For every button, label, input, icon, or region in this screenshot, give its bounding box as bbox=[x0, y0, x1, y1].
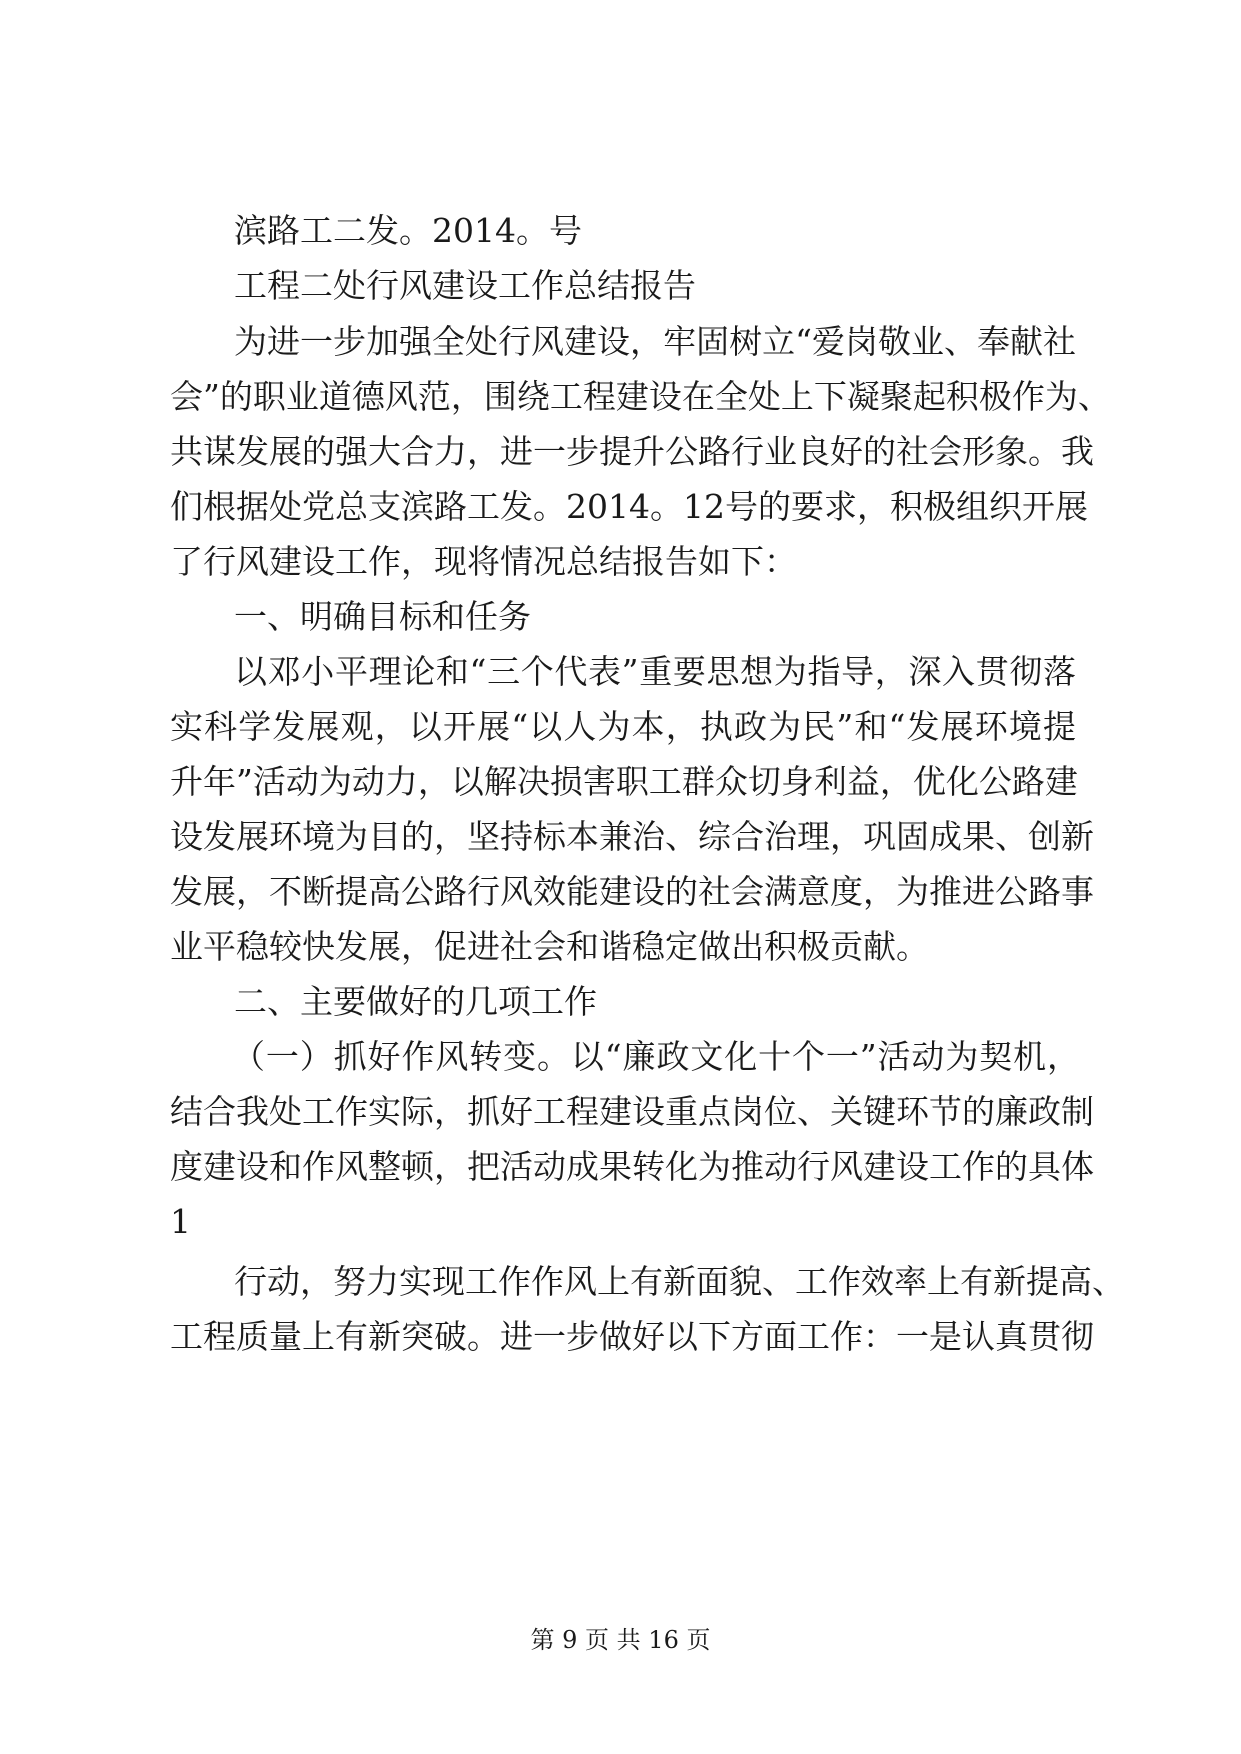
paragraph-line: （一）抓好作风转变。以“廉政文化十个一”活动为契机， bbox=[232, 1037, 1080, 1076]
document-number: 滨路工二发。2014。号 bbox=[234, 211, 582, 250]
paragraph-line: 共谋发展的强大合力，进一步提升公路行业良好的社会形象。我 bbox=[170, 432, 1094, 471]
paragraph-line: 会”的职业道德风范，围绕工程建设在全处上下凝聚起积极作为、 bbox=[170, 377, 1111, 416]
paragraph-line: 为进一步加强全处行风建设，牢固树立“爱岗敬业、奉献社 bbox=[234, 322, 1076, 361]
page-number-inline: 1 bbox=[170, 1202, 191, 1241]
paragraph-line: 升年”活动为动力，以解决损害职工群众切身利益，优化公路建 bbox=[170, 762, 1078, 801]
paragraph-line: 工程质量上有新突破。进一步做好以下方面工作：一是认真贯彻 bbox=[170, 1317, 1094, 1356]
paragraph-line: 结合我处工作实际，抓好工程建设重点岗位、关键环节的廉政制 bbox=[170, 1092, 1094, 1131]
paragraph-line: 度建设和作风整顿，把活动成果转化为推动行风建设工作的具体 bbox=[170, 1147, 1094, 1186]
section-heading: 二、主要做好的几项工作 bbox=[234, 982, 597, 1021]
paragraph-line: 了行风建设工作，现将情况总结报告如下： bbox=[170, 542, 797, 581]
paragraph-line: 行动，努力实现工作作风上有新面貌、工作效率上有新提高、 bbox=[234, 1262, 1125, 1301]
paragraph-line: 们根据处党总支滨路工发。2014。12号的要求，积极组织开展 bbox=[170, 487, 1088, 526]
document-title: 工程二处行风建设工作总结报告 bbox=[234, 266, 696, 305]
page-footer: 第 9 页 共 16 页 bbox=[530, 1626, 711, 1654]
section-heading: 一、明确目标和任务 bbox=[234, 597, 531, 636]
paragraph-line: 业平稳较快发展，促进社会和谐稳定做出积极贡献。 bbox=[170, 927, 929, 966]
paragraph-line: 实科学发展观，以开展“以人为本，执政为民”和“发展环境提 bbox=[170, 707, 1076, 746]
paragraph-line: 以邓小平理论和“三个代表”重要思想为指导，深入贯彻落 bbox=[234, 652, 1076, 691]
paragraph-line: 设发展环境为目的，坚持标本兼治、综合治理，巩固成果、创新 bbox=[170, 817, 1094, 856]
paragraph-line: 发展，不断提高公路行风效能建设的社会满意度，为推进公路事 bbox=[170, 872, 1094, 911]
